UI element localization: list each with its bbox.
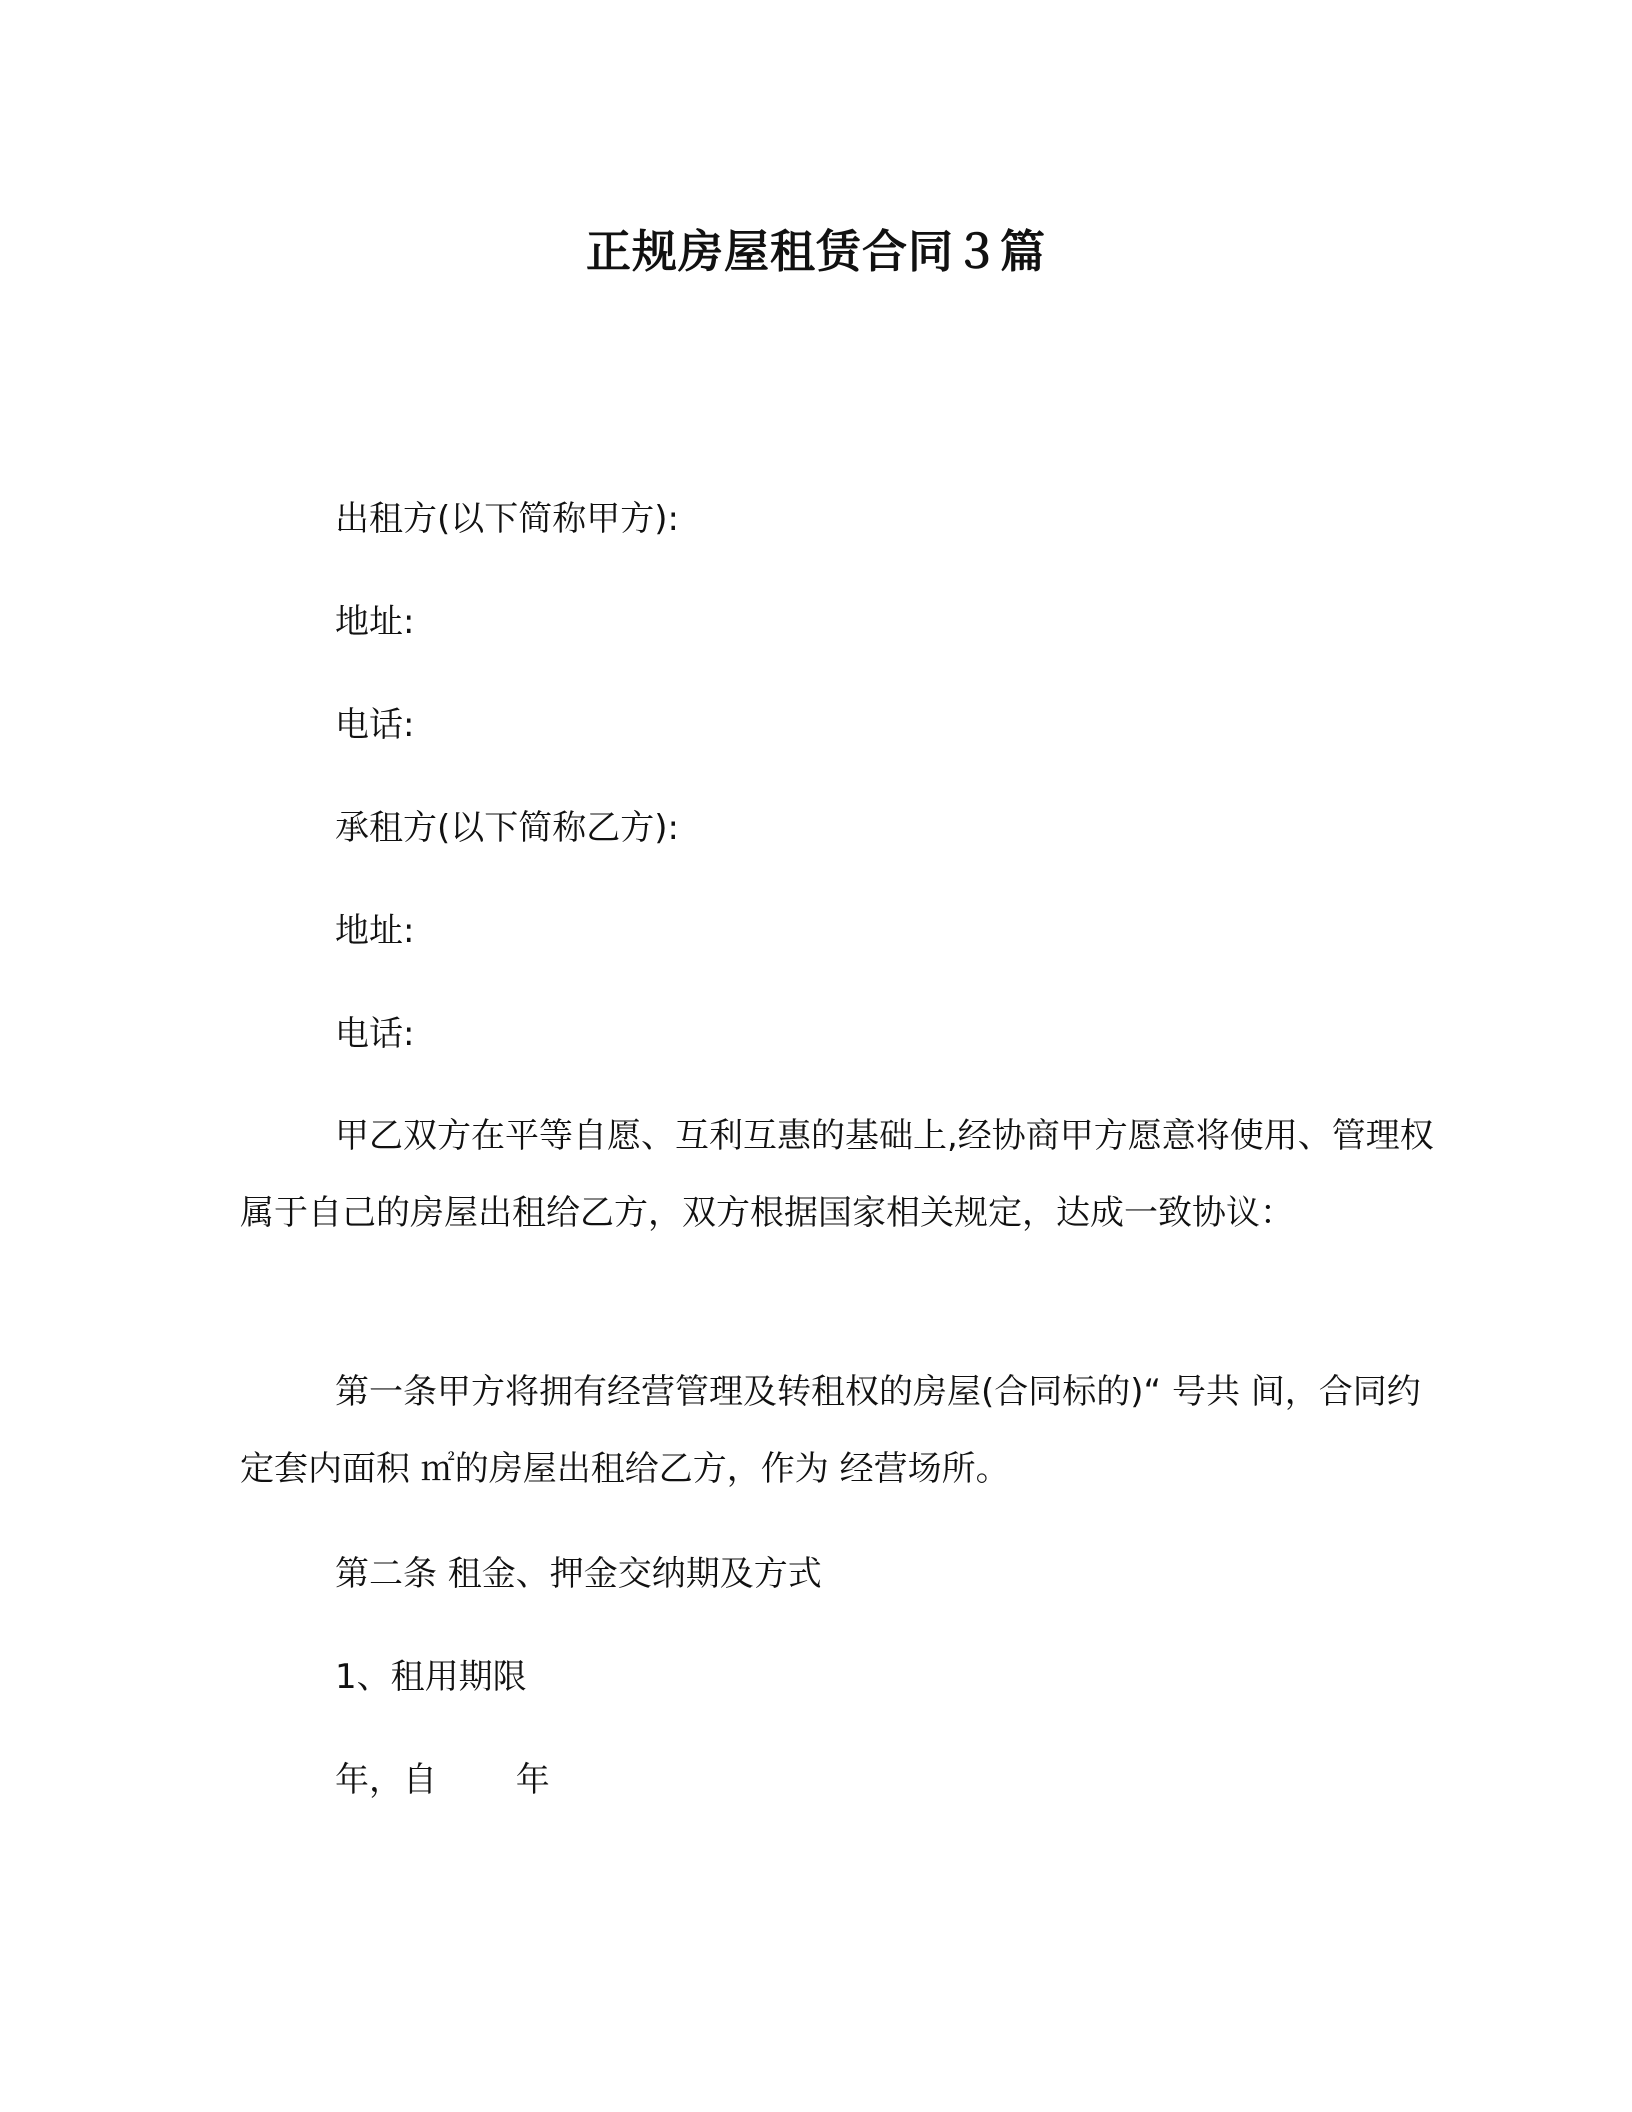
- item-1-heading: 1、租用期限: [335, 1657, 527, 1697]
- lessee-address-label: 地址:: [335, 911, 415, 951]
- item-1-text: 年，自 年: [335, 1760, 550, 1800]
- lessee-heading: 承租方(以下简称乙方):: [335, 808, 679, 848]
- lessor-heading: 出租方(以下简称甲方):: [335, 499, 679, 539]
- lessee-phone-label: 电话:: [335, 1014, 415, 1054]
- article-1-paragraph: 第一条甲方将拥有经营管理及转租权的房屋(合同标的)“ 号共 间，合同约定套内面积 ㎡的房屋出租给乙方，作为 经营场所。: [240, 1372, 1421, 1489]
- lessor-address-label: 地址:: [335, 602, 415, 642]
- document-title: 正规房屋租赁合同３篇: [585, 225, 1046, 278]
- lessor-phone-label: 电话:: [335, 705, 415, 745]
- preamble-paragraph: 甲乙双方在平等自愿、互利互惠的基础上,经协商甲方愿意将使用、管理权属于自己的房屋出租给乙方，双方根据国家相关规定，达成一致协议：: [240, 1116, 1434, 1233]
- article-2-heading: 第二条 租金、押金交纳期及方式: [335, 1554, 822, 1594]
